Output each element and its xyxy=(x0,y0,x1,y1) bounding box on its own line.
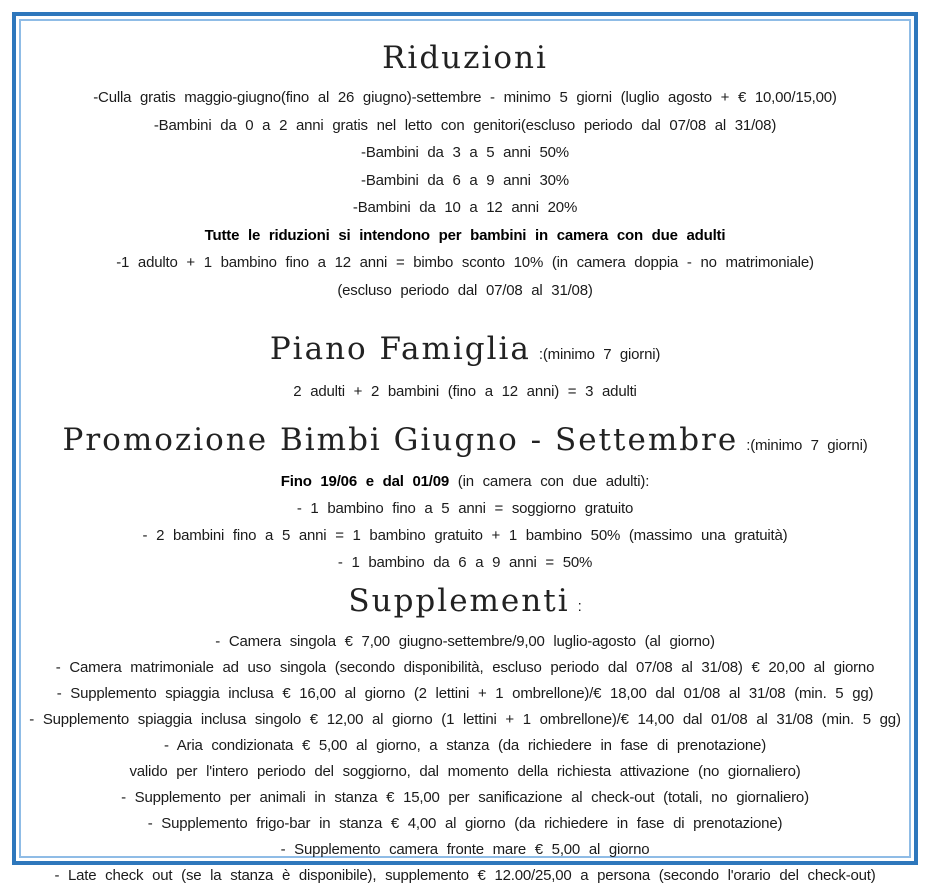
section-promozione-bimbi xyxy=(21,417,909,576)
text-line-text: - 1 bambino fino a 5 anni = soggiorno gratuito xyxy=(296,500,634,517)
text-line-text: -Bambini da 3 a 5 anni 50% xyxy=(361,144,569,161)
text-line xyxy=(21,863,909,889)
text-line xyxy=(21,655,909,681)
text-line-text: -Bambini da 6 a 9 anni 30% xyxy=(361,171,569,189)
text-line-text: -Bambini da 10 a 12 anni 20% xyxy=(352,199,578,216)
text-line-text: - Supplemento spiaggia inclusa singolo € 12,00 al giorno (1 lettini + 1 ombrellone)/€ 14,00 dal 01/08 al 31/08 (min. 5 gg) xyxy=(29,711,901,728)
text-line-text: valido per l'intero periodo del soggiorno, dal momento della richiesta attivazione (no giornaliero) xyxy=(129,763,801,780)
section-title-suffix: :(minimo 7 giorni) xyxy=(746,437,868,454)
section-title: Supplementi xyxy=(348,583,570,619)
text-line xyxy=(21,759,909,785)
text-line-text: 2 adulti + 2 bambini (fino a 12 anni) = 3 adulti xyxy=(293,383,637,400)
text-line xyxy=(21,112,909,140)
text-line xyxy=(21,629,909,655)
text-line-text: - 2 bambini fino a 5 anni = 1 bambino gratuito + 1 bambino 50% (massimo una gratuità) xyxy=(142,527,788,544)
outer-border-frame xyxy=(12,12,918,884)
text-line xyxy=(21,249,909,277)
text-line-text: - Supplemento frigo-bar in stanza € 4,00 al giorno (da richiedere in fase di prenotazione) xyxy=(147,815,783,832)
section-piano-famiglia xyxy=(21,326,909,407)
section-supplementi xyxy=(21,578,909,889)
text-line xyxy=(21,681,909,707)
text-line xyxy=(21,495,909,522)
text-line xyxy=(21,139,909,167)
text-line-text: - Supplemento per animali in stanza € 15,00 per sanificazione al check-out (totali, no giornaliero) xyxy=(121,789,809,806)
text-line-text: - Supplemento spiaggia inclusa € 16,00 al giorno (2 lettini + 1 ombrellone)/€ 18,00 dal 01/08 al 31/08 (min. 5 gg) xyxy=(56,685,874,702)
text-line-text: - 1 bambino da 6 a 9 anni = 50% xyxy=(337,554,593,571)
text-line xyxy=(21,84,909,112)
section-title-suffix: :(minimo 7 giorni) xyxy=(538,346,661,363)
text-line-bold: Fino 19/06 e dal 01/09 xyxy=(280,473,450,490)
text-line xyxy=(21,194,909,222)
text-line-text: (escluso periodo dal 07/08 al 31/08) xyxy=(337,281,593,299)
text-line-text: (in camera con due adulti): xyxy=(449,473,650,490)
text-line-text: -1 adulto + 1 bambino fino a 12 anni = bimbo sconto 10% (in camera doppia - no matrimoniale) xyxy=(116,254,814,271)
text-line xyxy=(21,377,909,407)
text-line xyxy=(21,549,909,576)
text-line-text: -Bambini da 0 a 2 anni gratis nel letto con genitori(escluso periodo dal 07/08 al 31/08) xyxy=(153,116,777,134)
inner-border-frame xyxy=(19,19,911,884)
section-title: Promozione Bimbi Giugno - Settembre xyxy=(62,422,739,458)
text-line xyxy=(21,522,909,549)
text-line xyxy=(21,222,909,250)
text-line-bold: Tutte le riduzioni si intendono per bambini in camera con due adulti xyxy=(204,226,726,244)
section-title: Piano Famiglia xyxy=(269,331,531,367)
section-heading xyxy=(21,35,909,80)
text-line-text: - Supplemento camera fronte mare € 5,00 al giorno xyxy=(280,841,650,858)
text-line xyxy=(21,733,909,759)
text-line xyxy=(21,707,909,733)
text-line-text: - Camera singola € 7,00 giugno-settembre/9,00 luglio-agosto (al giorno) xyxy=(215,633,715,650)
section-heading xyxy=(21,417,909,468)
text-line xyxy=(21,167,909,195)
text-line xyxy=(21,785,909,811)
section-heading xyxy=(21,578,909,629)
section-riduzioni xyxy=(21,35,909,304)
text-line xyxy=(21,811,909,837)
sections-root xyxy=(21,21,909,889)
section-title: Riduzioni xyxy=(382,40,548,76)
text-line-text: - Camera matrimoniale ad uso singola (secondo disponibilità, escluso periodo dal 07/08 al 31/08) € 20,00 al giorno xyxy=(55,659,875,676)
text-line-text: - Late check out (se la stanza è disponibile), supplemento € 12.00/25,00 a persona (secondo l'orario del check-out) xyxy=(54,867,876,884)
text-line xyxy=(21,277,909,305)
text-line-text: -Culla gratis maggio-giugno(fino al 26 giugno)-settembre - minimo 5 giorni (luglio agosto + € 10,00/15,00) xyxy=(93,89,837,106)
text-line xyxy=(21,468,909,495)
section-title-suffix: : xyxy=(577,598,582,615)
text-line-text: - Aria condizionata € 5,00 al giorno, a stanza (da richiedere in fase di prenotazione) xyxy=(163,737,766,754)
text-line xyxy=(21,837,909,863)
section-heading xyxy=(21,326,909,377)
